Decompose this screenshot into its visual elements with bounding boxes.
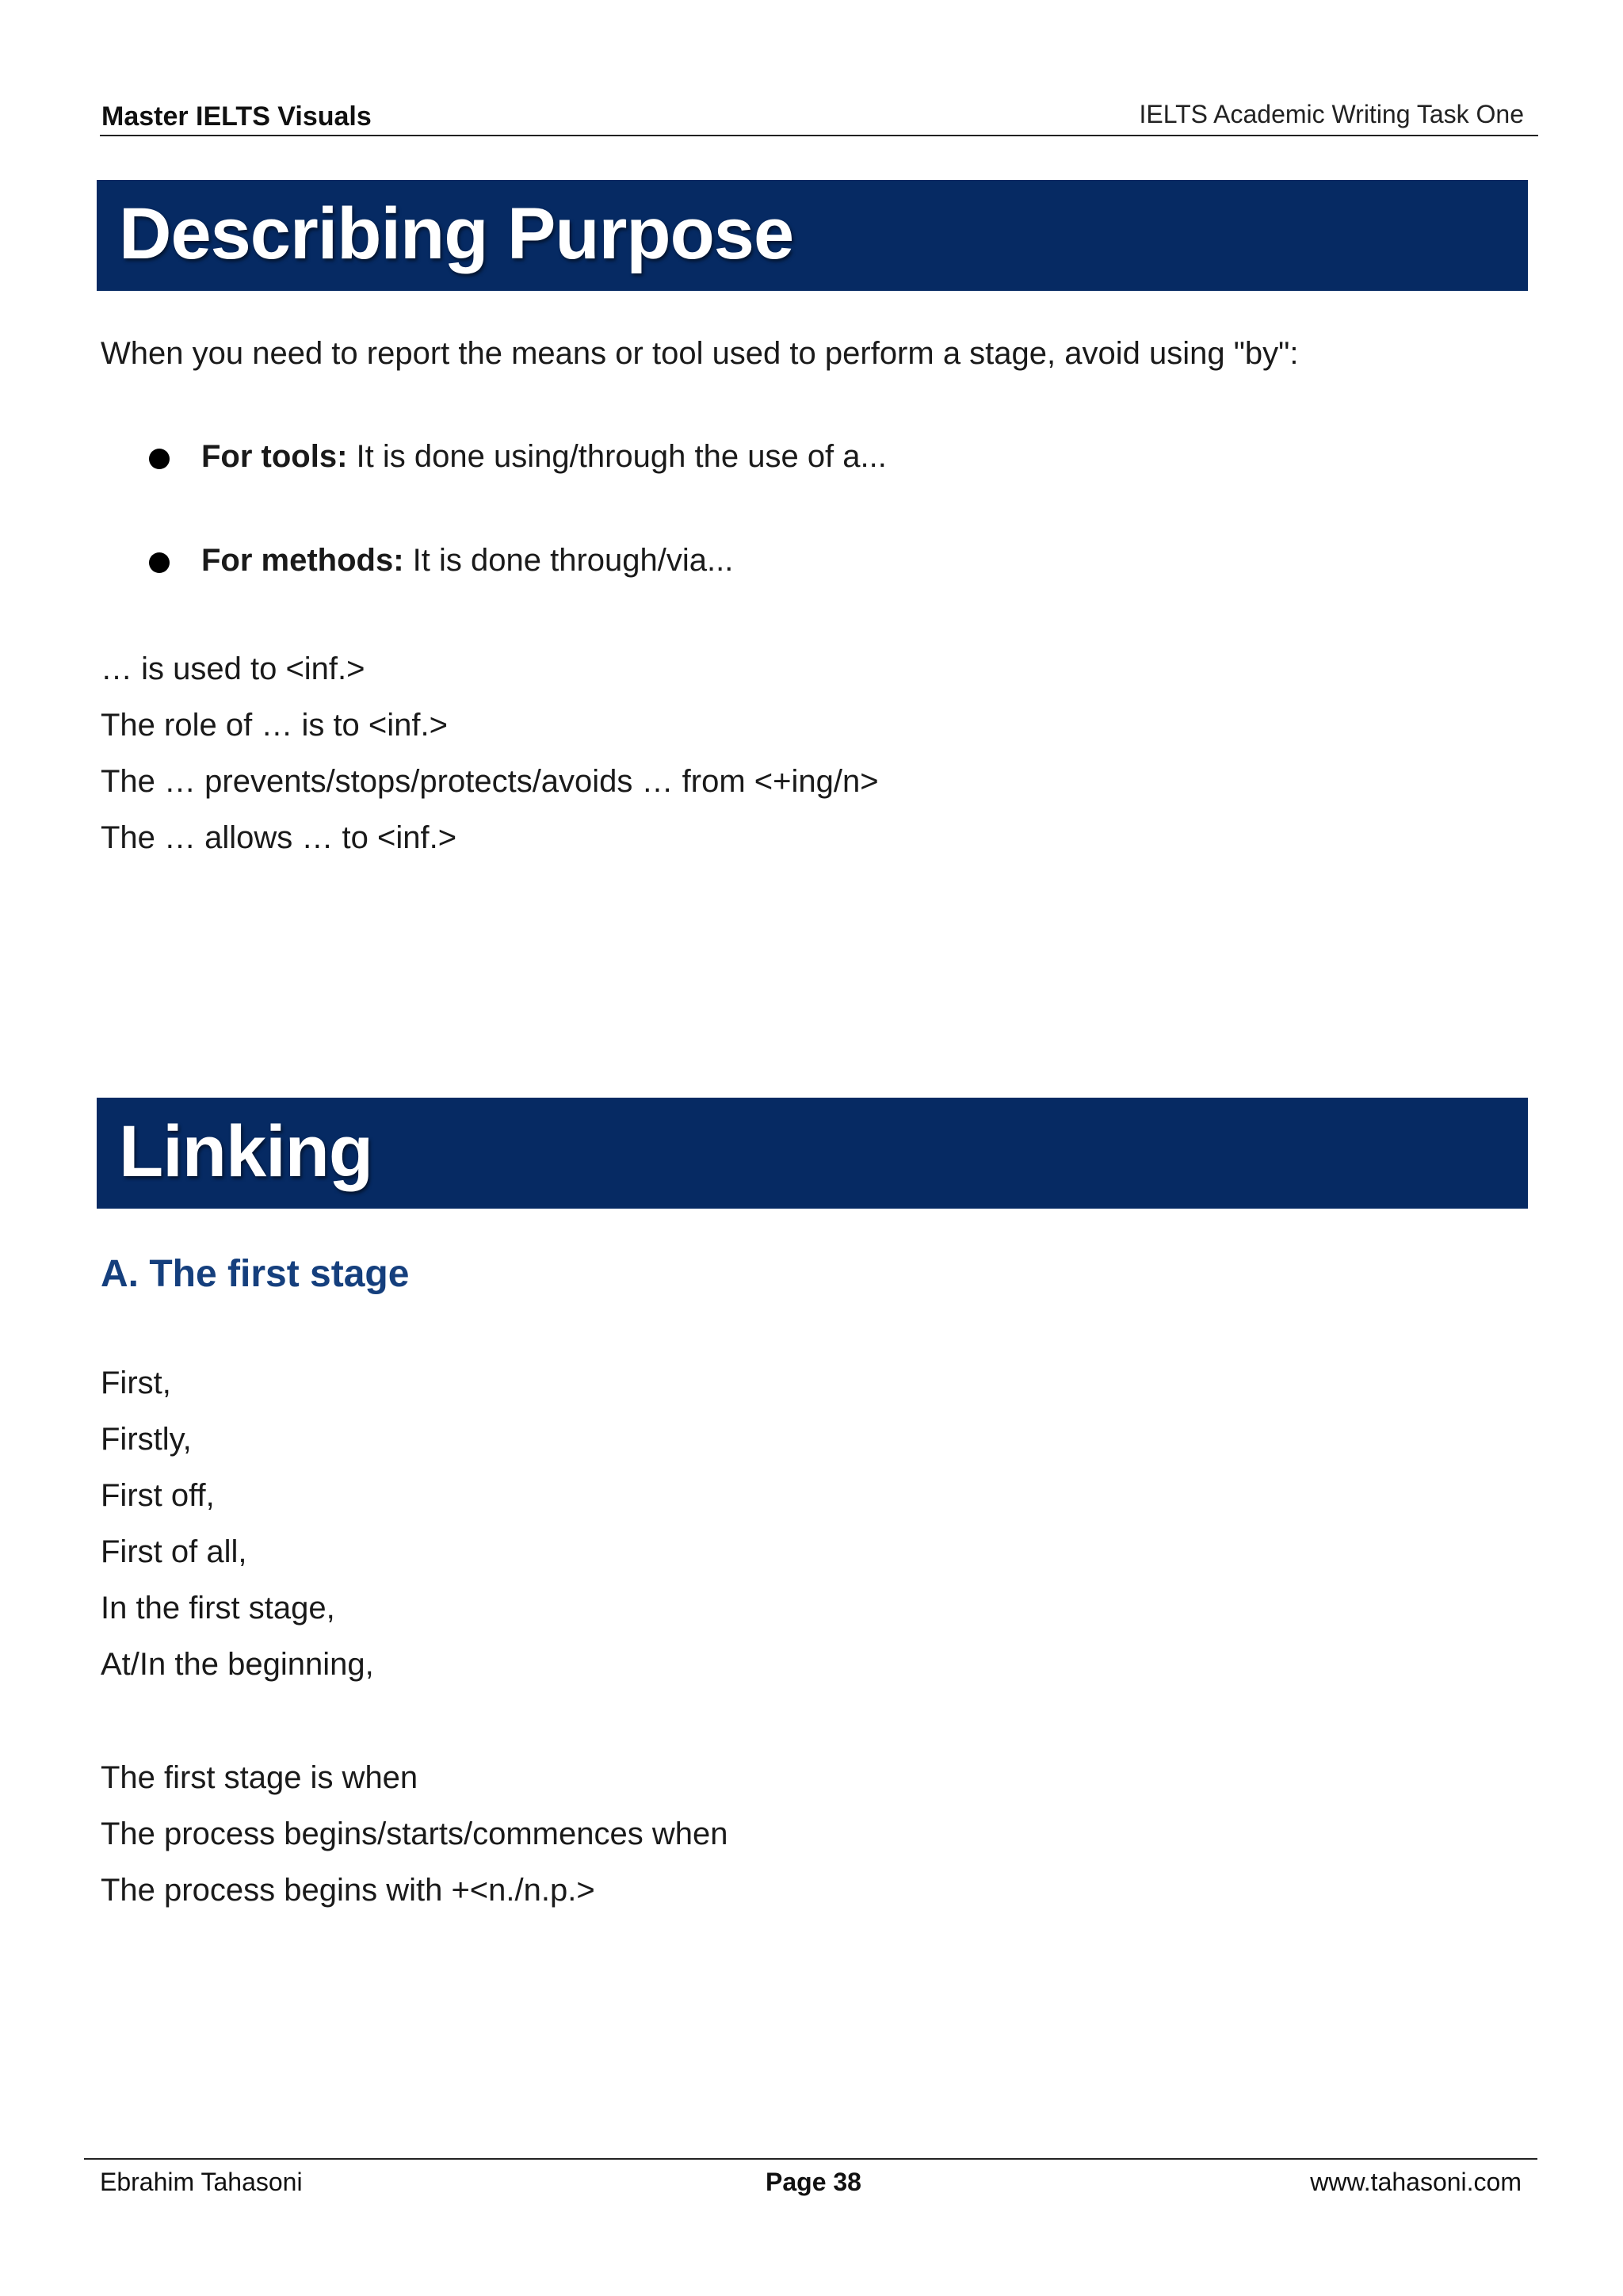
intro-paragraph: When you need to report the means or tool used to perform a stage, avoid using "by":	[101, 336, 1299, 371]
bullet-icon	[149, 552, 170, 573]
bullet-body: It is done through/via...	[403, 543, 734, 578]
page-header	[100, 94, 1538, 136]
bullet-text	[201, 541, 733, 579]
section-title: Describing Purpose	[119, 193, 794, 274]
section-banner-linking	[97, 1098, 1528, 1209]
bullet-text	[201, 437, 887, 476]
header-book-title: Master IELTS Visuals	[101, 101, 372, 132]
footer-author: Ebrahim Tahasoni	[100, 2168, 303, 2196]
linking-phrase: First of all,	[101, 1534, 247, 1569]
bullet-body: It is done using/through the use of a...	[347, 439, 887, 474]
linking-phrase: At/In the beginning,	[101, 1647, 374, 1682]
phrase-line: … is used to <inf.>	[101, 651, 365, 686]
linking-sentence: The process begins with +<n./n.p.>	[101, 1873, 595, 1908]
linking-sentence: The first stage is when	[101, 1760, 418, 1795]
bullet-label: For tools:	[201, 439, 348, 474]
section-title: Linking	[119, 1111, 373, 1192]
bullet-icon	[149, 449, 170, 469]
phrase-line: The role of … is to <inf.>	[101, 708, 448, 743]
section-banner-describing-purpose	[97, 180, 1528, 291]
subheading-first-stage: A. The first stage	[101, 1253, 410, 1295]
linking-phrase: Firstly,	[101, 1422, 192, 1457]
footer-page-number: Page 38	[766, 2168, 861, 2196]
footer-website: www.tahasoni.com	[1310, 2168, 1522, 2196]
linking-sentence: The process begins/starts/commences when	[101, 1817, 728, 1851]
linking-phrase: In the first stage,	[101, 1591, 335, 1626]
page-footer	[84, 2158, 1537, 2207]
phrase-line: The … prevents/stops/protects/avoids … from <+ing/n>	[101, 764, 879, 799]
linking-phrase: First,	[101, 1366, 171, 1400]
phrase-line: The … allows … to <inf.>	[101, 820, 457, 855]
linking-phrase: First off,	[101, 1478, 215, 1513]
bullet-label: For methods:	[201, 543, 404, 578]
header-section-title: IELTS Academic Writing Task One	[1139, 100, 1524, 128]
